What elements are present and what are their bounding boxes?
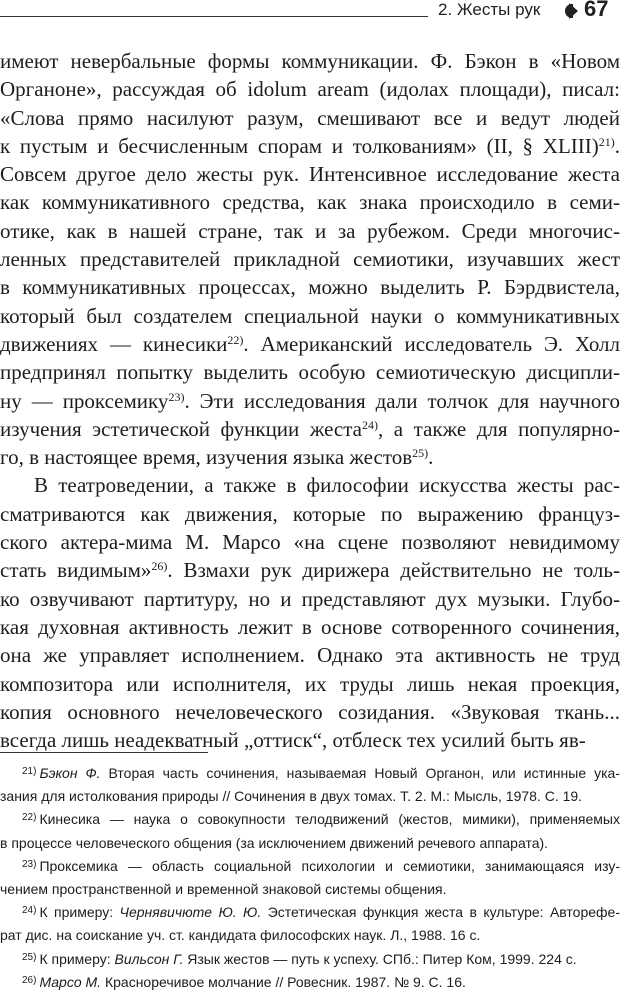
footnote-ref: 24) [361,417,378,432]
footnote-number: 26) [22,974,37,986]
footnote-number: 22) [22,812,37,824]
text-line: ну — проксемику$^{23)}$. Эти исследования дали толчок для научного [0,388,620,413]
text-line: имеют невербальные формы коммуникации. Ф. Бэкон в «Новом [0,49,620,73]
text-line: она же управляет исполнением. Однако эта активность не труд [0,643,620,668]
footnote-line: $^{24)}$ К примеру: Чернявичюте Ю. Ю. Эстетическая функция жеста в культуре: Авторефе- [22,904,620,921]
text-line: в коммуникативных процессах, можно выделить Р. Бэрдвистела, [0,275,620,300]
text-line: к пустым и бесчисленным спорам и толкованиям» (II, § XLIII)$^{21)}$. [0,133,620,158]
text-line: композитора или исполнителя, их труды лишь некая проекция, [0,671,620,696]
text-line: ко озвучивают партитуру, но и представляют дух музыки. Глубо- [0,586,620,611]
text-line: В театроведении, а также в философии искусства жесты рас- [34,473,620,498]
footnote-number: 21) [22,766,37,777]
footnote-ref: 25) [412,446,429,461]
footnote-line: $^{22)}$ Кинесика — наука о совокупности телодвижений (жестов, мимики), применяемых [22,811,620,828]
footnotes [0,762,620,994]
footnote-line: $^{21)}$ Бэкон Ф. Вторая часть сочинения, называемая Новый Органон, или истинные ука- [22,765,620,781]
footnote-line: в процессе человеческого общения (за исключением движений речевого аппарата). [0,834,549,851]
footnote-ref: 22) [227,332,244,347]
text-line: как коммуникативного средства, как знака происходило в семи- [0,190,620,215]
text-line: движениях — кинесики$^{22)}$. Американский исследователь Э. Холл [0,331,620,356]
text-line: Органоне», рассуждая об idolum aream (идолах площади), писал: [0,77,620,102]
header-rule [0,16,428,17]
footnote-number: 24) [22,905,37,917]
text-line: «Слова прямо насилуют разум, смешивают все и ведут людей [0,105,620,130]
footnote-line: $^{25)}$ К примеру: Вильсон Г. Язык жестов — путь к успеху. СПб.: Питер Ком, 1999. 224 с. [22,950,577,967]
text-line: сматриваются как движения, которые по выражению француз- [0,501,620,526]
text-line: кая духовная активность лежит в основе сотворенного сочинения, [0,614,620,639]
footnote-ref: 23) [168,389,185,404]
text-line: Совсем другое дело жесты рук. Интенсивное исследование жеста [0,162,620,187]
footnote-number: 23) [22,858,37,870]
body-text [0,47,620,754]
footnote-ref: 26) [151,559,168,574]
footnote-line: $^{23)}$ Проксемика — область социальной психологии и семиотики, занимающаяся изу- [22,857,620,874]
chapter-title: 2. Жесты рук [438,0,541,19]
text-line: копия основного нечеловеческого созидания. «Звуковая ткань... [0,699,620,724]
footnote-number: 25) [22,951,37,963]
text-line: изучения эстетической функции жеста$^{24)}$, а также для популярно- [0,416,620,441]
text-line: всегда лишь неадекватный „оттиск“, отблеск тех усилий быть яв- [0,728,586,753]
text-line: предпринял попытку выделить особую семиотическую дисципли- [0,360,620,385]
footnote-line: чением пространственной и временной знаковой системы общения. [0,880,447,897]
page-number: 67 [584,0,609,21]
text-line: ленных представителей прикладной семиотики, изучавших жест [0,247,620,272]
running-header [0,0,620,24]
text-line: ского актера-мима М. Марсо «на сцене позволяют невидимому [0,530,620,555]
footnote-line: зания для истолкования природы // Сочинения в двух томах. Т. 2. М.: Мысль, 1978. С. 19. [0,788,583,805]
footnote-line: $^{26)}$ Марсо М. Красноречивое молчание // Ровесник. 1987. № 9. С. 16. [22,973,466,990]
text-line: го, в настоящее время, изучения языка жестов$^{25)}$. [0,445,434,470]
footnote-rule [0,752,208,753]
footnote-ref: 21) [598,134,615,149]
footnote-line: рат дис. на соискание уч. ст. кандидата философских наук. Л., 1988. 16 с. [0,927,481,944]
text-line: отике, как в нашей стране, так и за рубежом. Среди многочис- [0,218,620,243]
text-line: стать видимым»$^{26)}$. Взмахи рук дирижера действительно не толь- [0,558,620,583]
text-line: который был создателем специальной науки о коммуникативных [0,303,620,328]
